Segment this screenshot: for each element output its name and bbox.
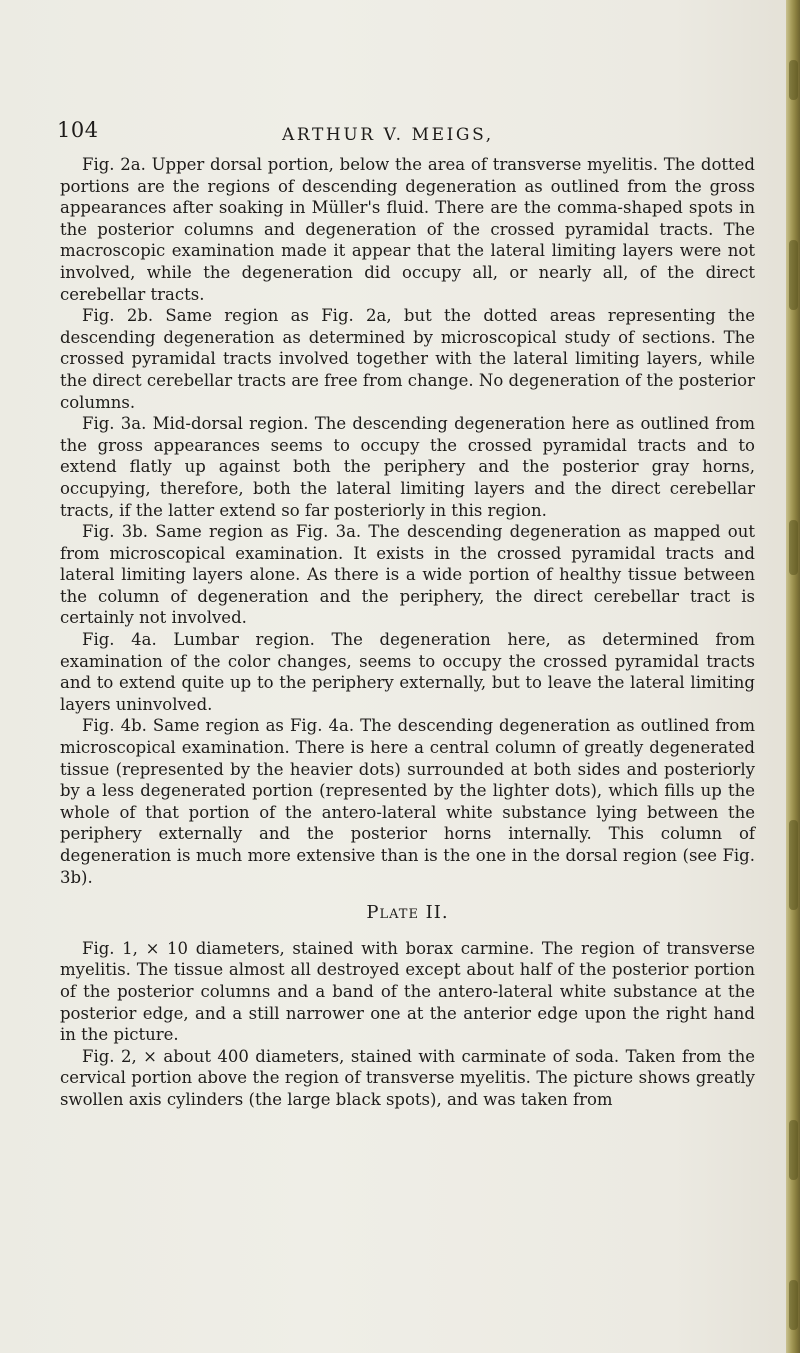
paragraph-fig-2a: Fig. 2a. Upper dorsal portion, below the area of transverse myelitis. The dotted portions are the regions of descending degeneration as outlined from the gross appearances after soaking in Müller's fluid. There are the comma-shaped spots in the posterior columns and degeneration of the crossed pyramidal tracts. The macroscopic examination made it appear that the lateral limiting layers were not involved, while the degeneration did occupy all, or nearly all, of the direct cerebellar tracts. [60, 155, 755, 304]
spine-stain [789, 1120, 798, 1180]
paragraph-fig-2b: Fig. 2b. Same region as Fig. 2a, but the dotted areas representing the descending degeneration as determined by microscopical study of sections. The crossed pyramidal tracts involved together with the lateral limiting layers, while the direct cerebellar tracts are free from change. No degeneration of the posterior columns. [60, 306, 755, 412]
spine-stain [789, 1280, 798, 1330]
plate-heading: Plate II. [366, 902, 449, 924]
paragraph-fig-4a: Fig. 4a. Lumbar region. The degeneration here, as determined from examination of the color changes, seems to occupy the crossed pyramidal tracts and to extend quite up to the periphery externally, but to leave the lateral limiting layers uninvolved. [60, 630, 755, 714]
book-spine-edge [786, 0, 800, 1353]
paragraph-plate2-fig-2: Fig. 2, × about 400 diameters, stained with carminate of soda. Taken from the cervical portion above the region of transverse myelitis. The picture shows greatly swollen axis cylinders (the large black spots), and was taken from [60, 1046, 755, 1109]
page-number: 104 [57, 118, 99, 142]
spine-stain [789, 520, 798, 575]
paragraph-fig-3b: Fig. 3b. Same region as Fig. 3a. The descending degeneration as mapped out from microscopical examination. It exists in the crossed pyramidal tracts and lateral limiting layers alone. As there is a wide portion of healthy tissue between the column of degeneration and the periphery, the direct cerebellar tract is certainly not involved. [60, 522, 755, 628]
body-text [60, 154, 755, 1111]
spine-stain [789, 820, 798, 910]
paragraph-fig-4b: Fig. 4b. Same region as Fig. 4a. The descending degeneration as outlined from microscopical examination. There is here a central column of greatly degenerated tissue (represented by the heavier dots) surrounded at both sides and posteriorly by a less degenerated portion (represented by the lighter dots), which fills up the whole of that portion of the antero-lateral white substance lying between the periphery externally and the posterior horns internally. This column of degeneration is much more extensive than is the one in the dorsal region (see Fig. 3b). [60, 716, 755, 887]
spine-stain [789, 60, 798, 100]
spine-stain [789, 240, 798, 310]
paragraph-fig-3a: Fig. 3a. Mid-dorsal region. The descending degeneration here as outlined from the gross appearances seems to occupy the crossed pyramidal tracts and to extend flatly up against both the periphery and the posterior gray horns, occupying, therefore, both the lateral limiting layers and the direct cerebellar tracts, if the latter extend so far posteriorly in this region. [60, 414, 755, 520]
running-head: ARTHUR V. MEIGS, [282, 125, 494, 145]
paragraph-plate2-fig-1: Fig. 1, × 10 diameters, stained with borax carmine. The region of transverse myelitis. The tissue almost all destroyed except about half of the posterior portion of the posterior columns and a band of the antero-lateral white substance at the posterior edge, and a still narrower one at the anterior edge upon the right hand in the picture. [60, 938, 755, 1045]
